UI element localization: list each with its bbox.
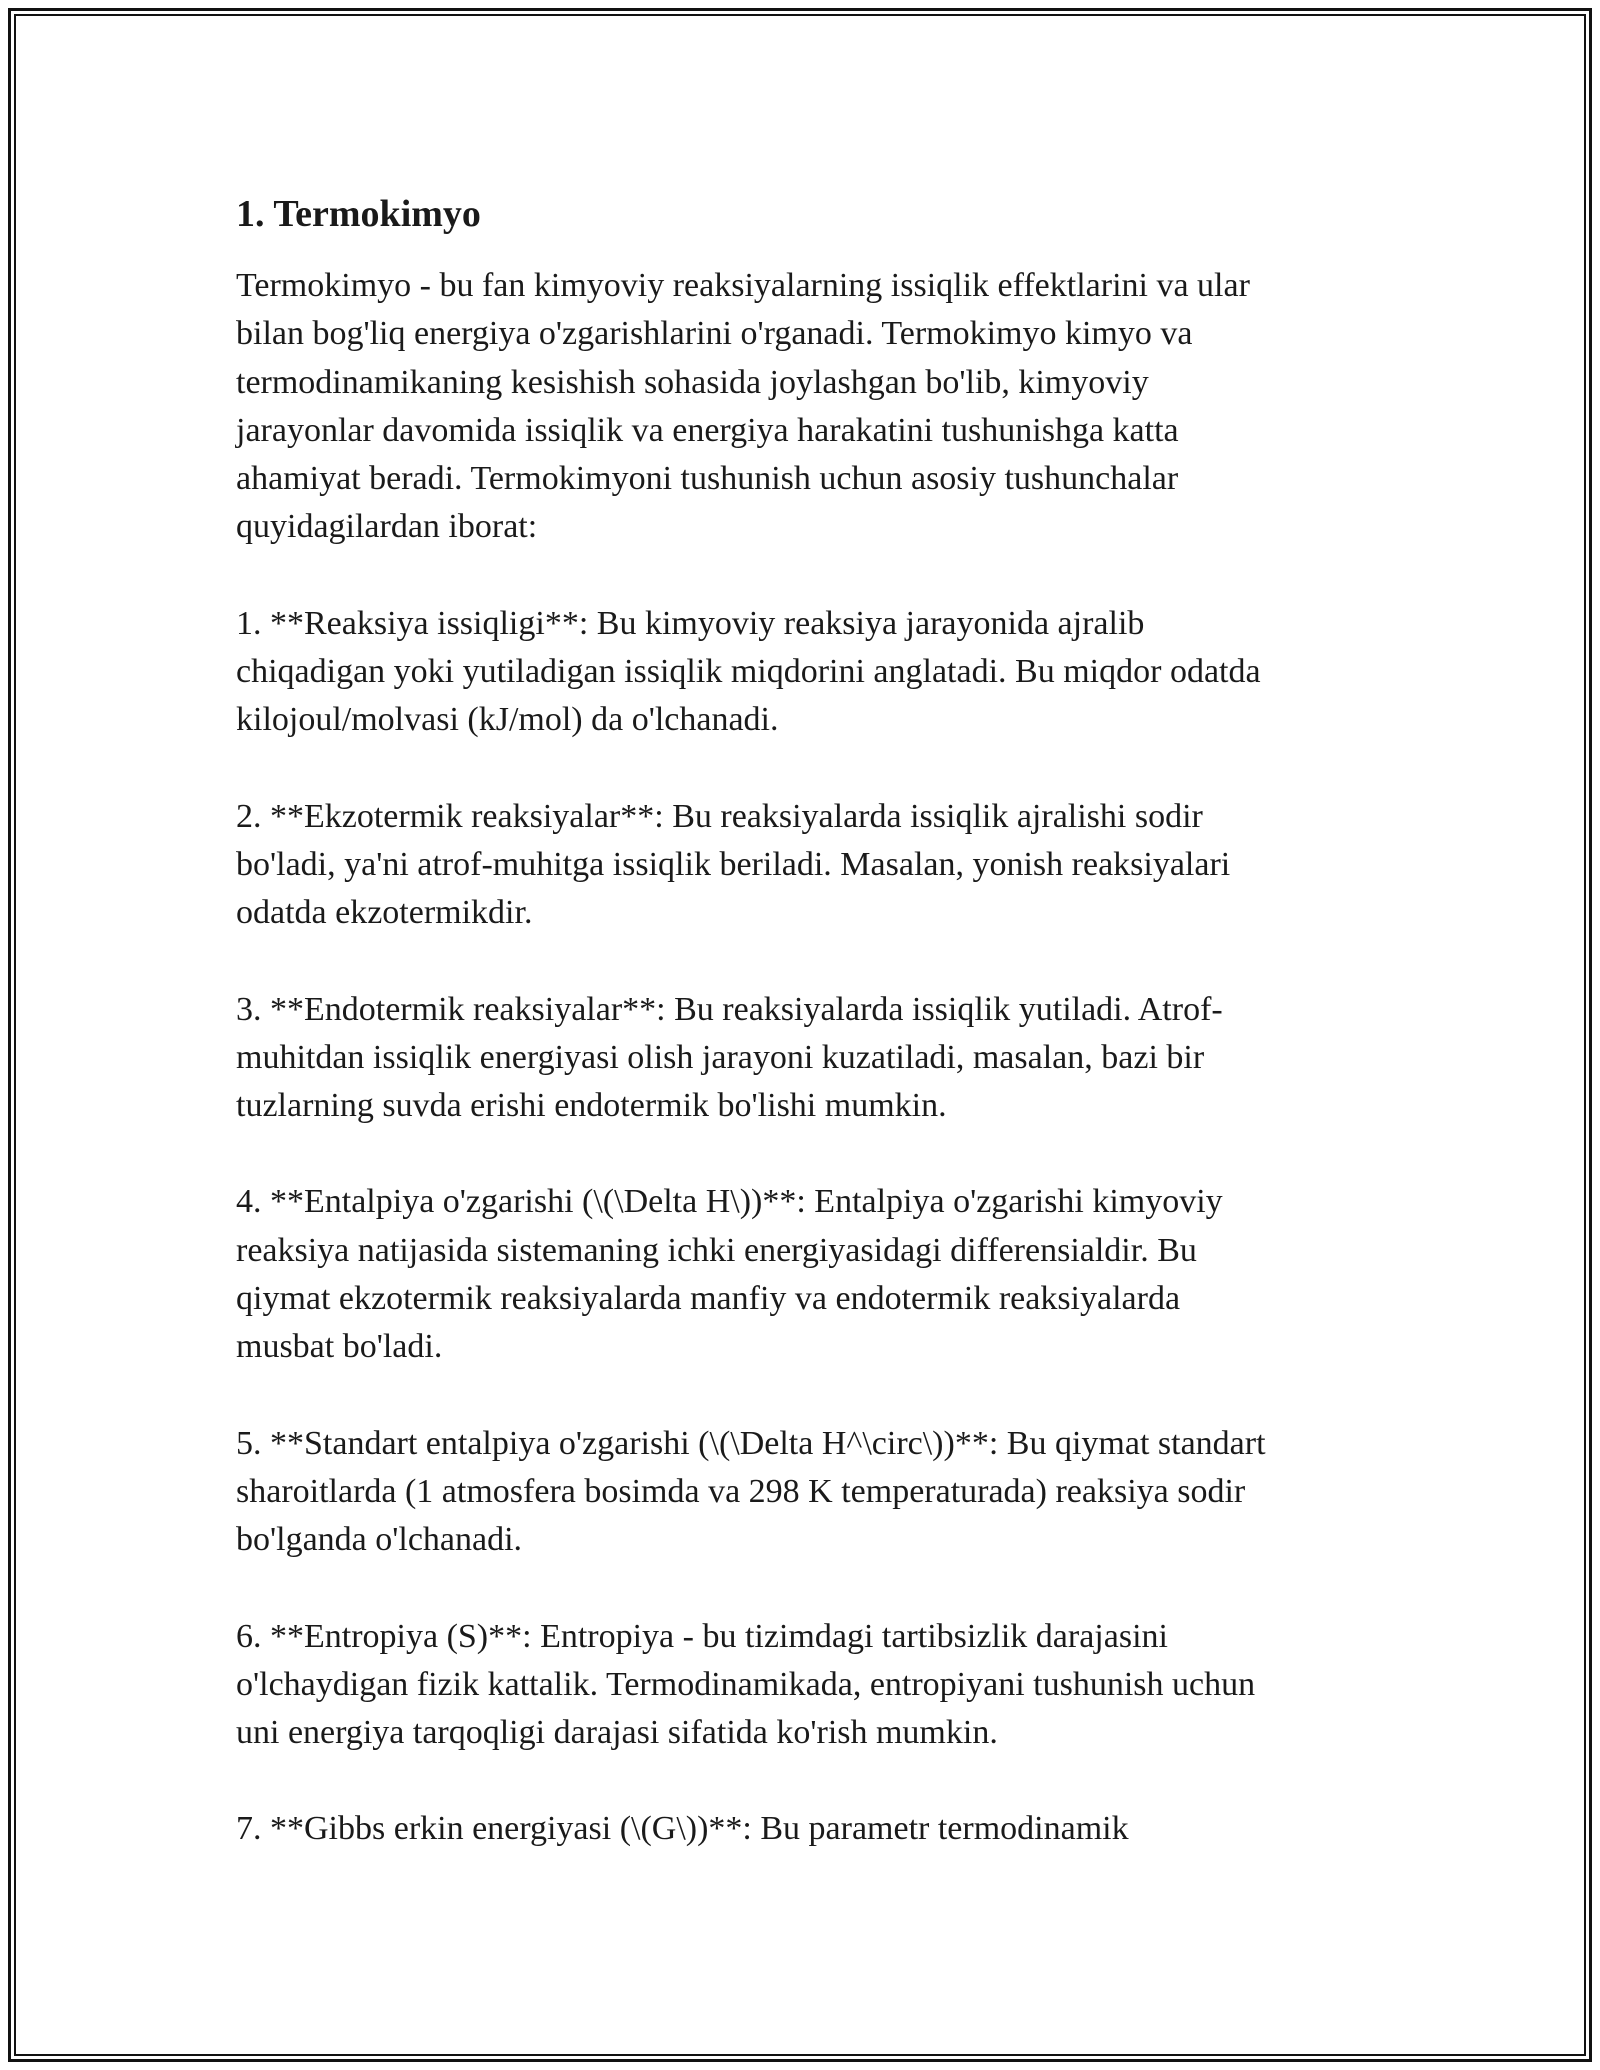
list-item-entalpiya: 4. **Entalpiya o'zgarishi (\(\Delta H\))**: Entalpiya o'zgarishi kimyoviy reaksiya natijasida sistemaning ichki energiyasidagi differensialdir. Bu qiymat ekzotermik reaksiyalarda manfiy va endotermik reaksiyalarda musbat bo'ladi.	[236, 1183, 1223, 1366]
list-item-ekzotermik: 2. **Ekzotermik reaksiyalar**: Bu reaksiyalarda issiqlik ajralishi sodir bo'ladi, ya'ni atrof-muhitga issiqlik beriladi. Masalan, yonish reaksiyalari odatda ekzotermikdir.	[236, 797, 1231, 932]
list-item-entropiya: 6. **Entropiya (S)**: Entropiya - bu tizimdagi tartibsizlik darajasini o'lchaydigan fizik kattalik. Termodinamikada, entropiyani tushunish uchun uni energiya tarqoqligi darajasi sifatida ko'rish mumkin.	[236, 1617, 1256, 1752]
list-item-gibbs: 7. **Gibbs erkin energiyasi (\(G\))**: Bu parametr termodinamik	[236, 1810, 1129, 1848]
list-item-standart-entalpiya: 5. **Standart entalpiya o'zgarishi (\(\Delta H^\circ\))**: Bu qiymat standart sharoitlarda (1 atmosfera bosimda va 298 K temperaturada) reaksiya sodir bo'lganda o'lchanadi.	[236, 1424, 1266, 1559]
section-heading: 1. Termokimyo	[236, 193, 481, 235]
list-item-reaksiya-issiqligi: 1. **Reaksiya issiqligi**: Bu kimyoviy reaksiya jarayonida ajralib chiqadigan yoki yutiladigan issiqlik miqdorini anglatadi. Bu miqdor odatda kilojoul/molvasi (kJ/mol) da o'lchanadi.	[236, 604, 1261, 739]
list-item-endotermik: 3. **Endotermik reaksiyalar**: Bu reaksiyalarda issiqlik yutiladi. Atrof- muhitdan issiqlik energiyasi olish jarayoni kuzatiladi, masalan, bazi bir tuzlarning suvda erishi endotermik bo'lishi mumkin.	[236, 990, 1223, 1125]
document-body	[236, 188, 1364, 1902]
intro-paragraph: Termokimyo - bu fan kimyoviy reaksiyalarning issiqlik effektlarini va ular bilan bog'liq energiya o'zgarishlarini o'rganadi. Termokimyo kimyo va termodinamikaning kesishish sohasida joylashgan bo'lib, kimyoviy jarayonlar davomida issiqlik va energiya harakatini tushunishga katta ahamiyat beradi. Termokimyoni tushunish uchun asosiy tushunchalar quyidagilardan iborat:	[236, 267, 1250, 546]
